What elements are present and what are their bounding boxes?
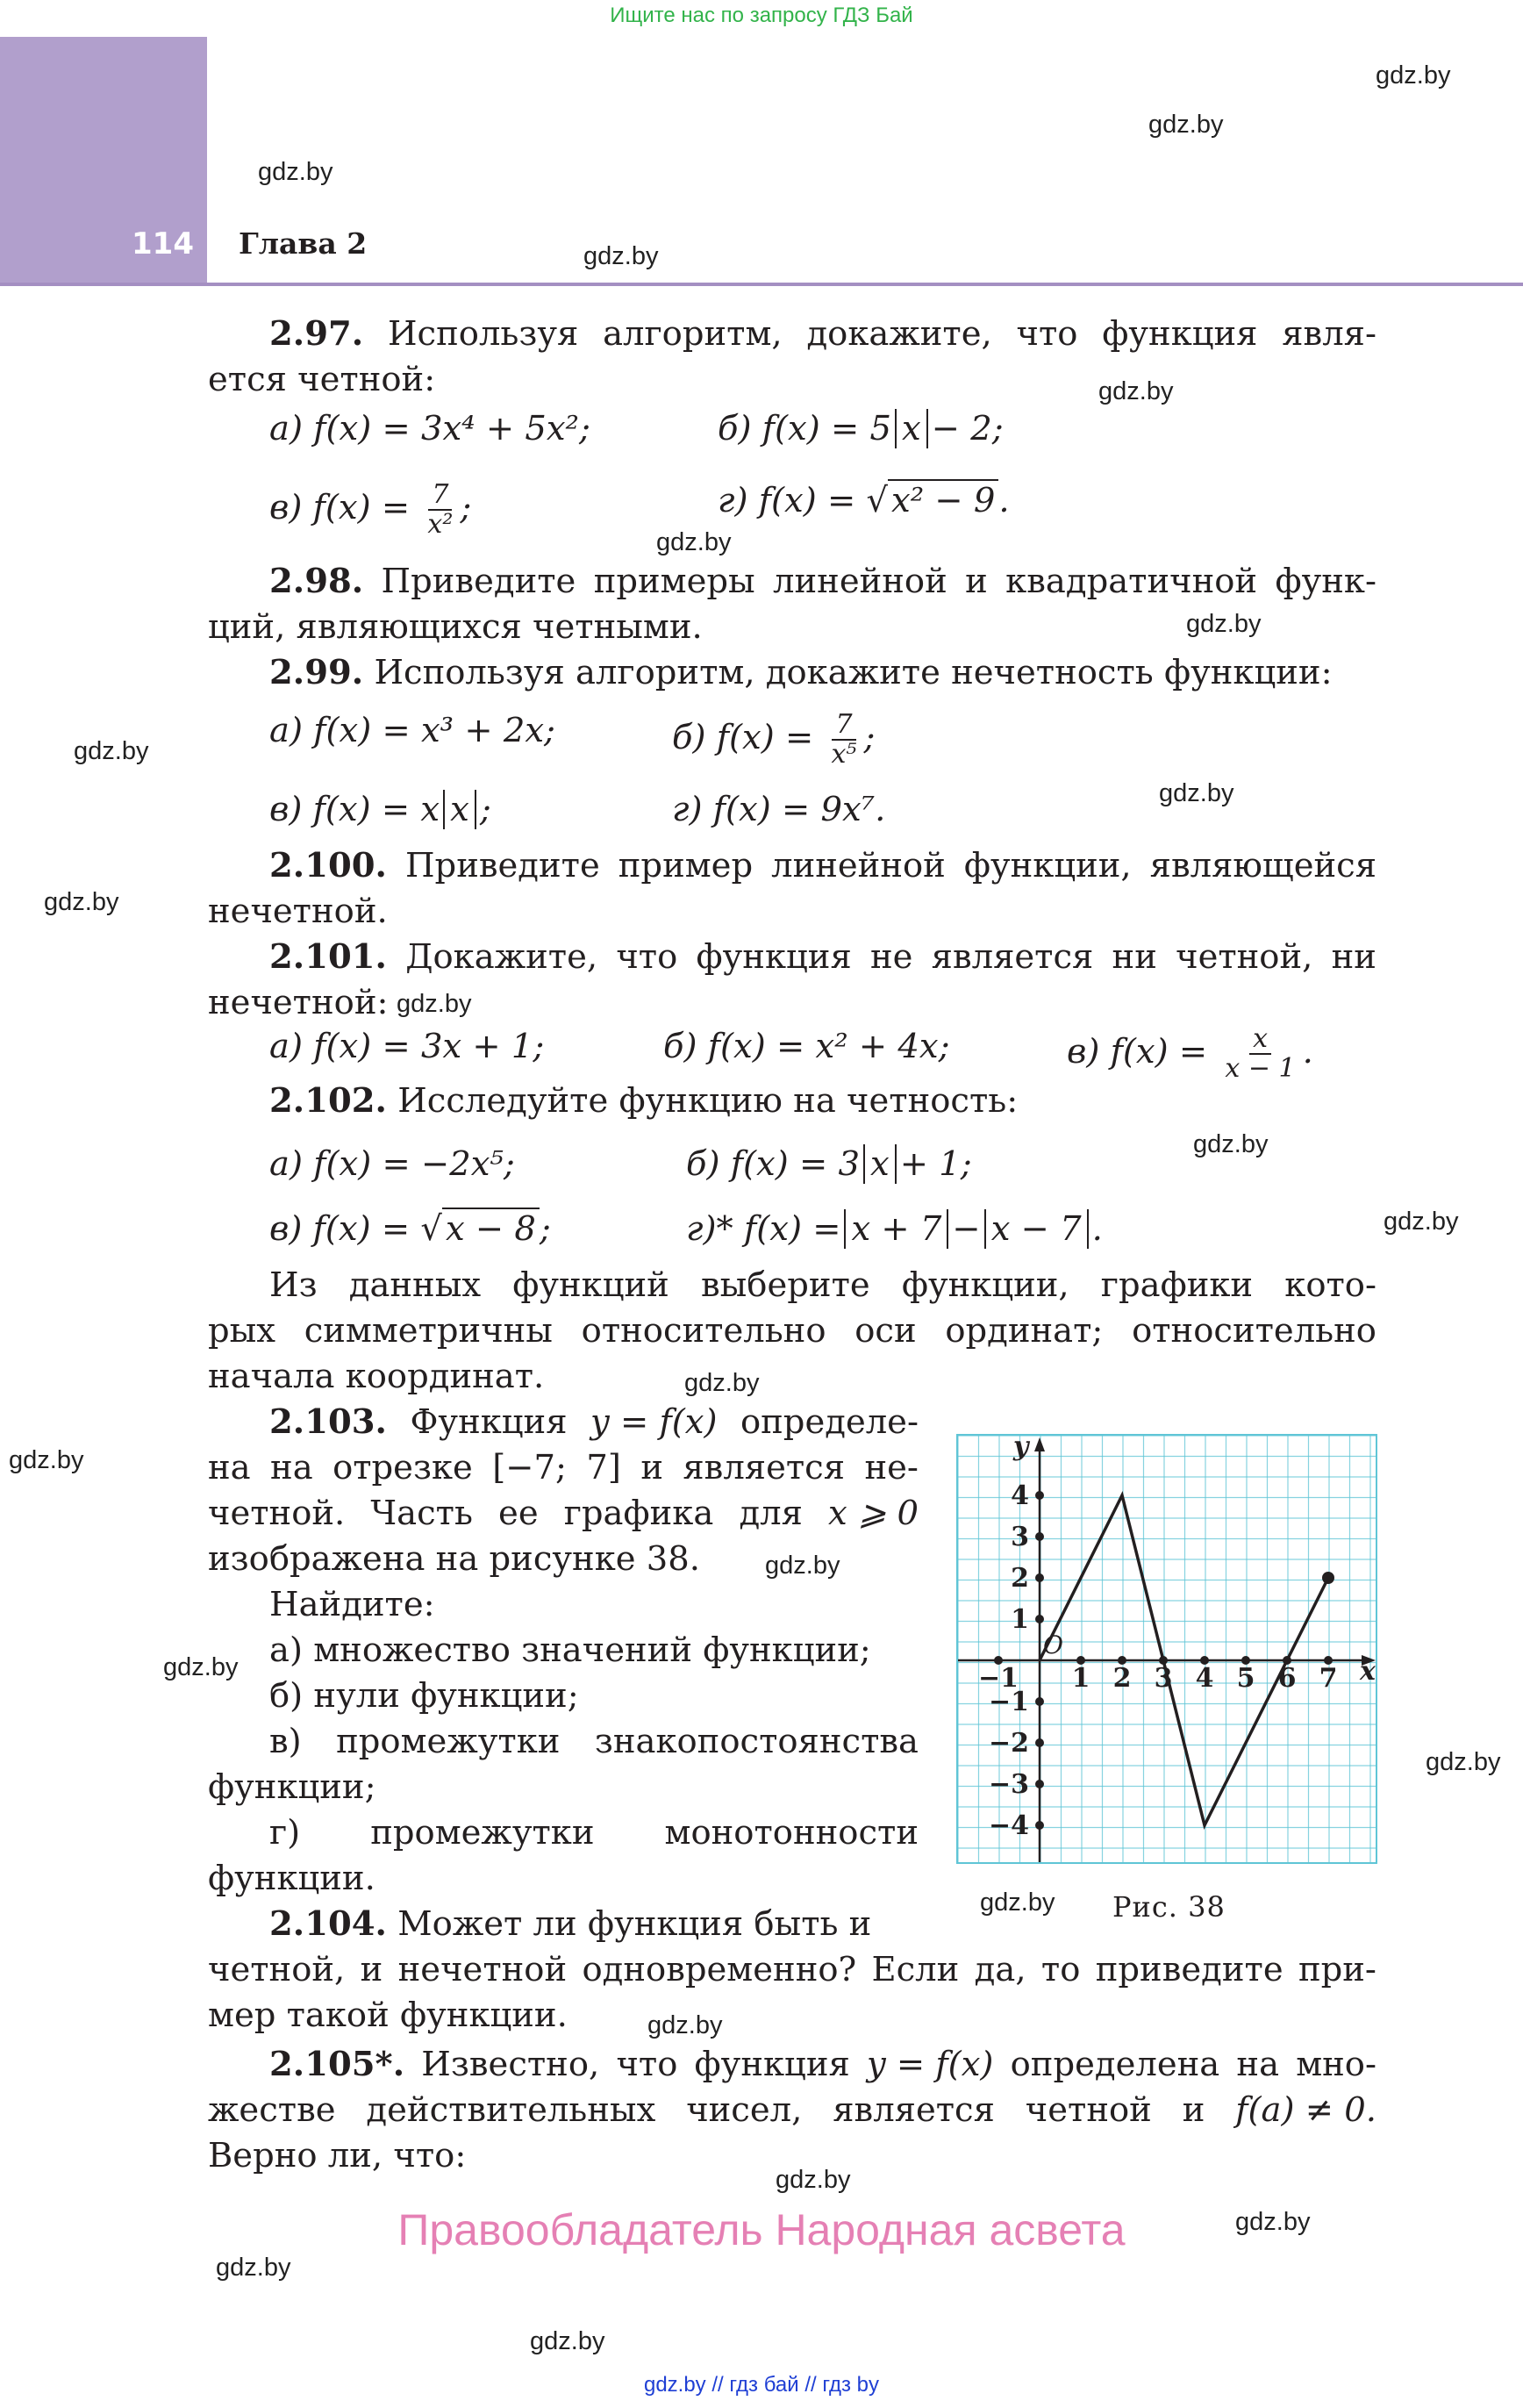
exercise-number: 2.99. <box>269 653 364 692</box>
page-number: 114 <box>132 226 194 262</box>
absolute-value: x <box>443 790 476 829</box>
word: и <box>640 1448 663 1487</box>
exercise-number: 2.100. <box>269 846 387 885</box>
absolute-value: x − 7 <box>984 1209 1089 1249</box>
word: выберите <box>700 1265 870 1305</box>
word: симметричны <box>304 1311 553 1351</box>
copyright-notice: Правообладатель Народная асвета <box>397 2205 1126 2254</box>
exercise-2-97-d: г) f(x) = √ x² − 9 . <box>718 481 1010 520</box>
formula-part: − 2; <box>931 409 1004 448</box>
formula: x ⩾ 0 <box>828 1494 919 1533</box>
exercise-text: Исследуйте функцию на четность: <box>397 1081 1019 1121</box>
word: жестве <box>208 2090 336 2130</box>
figure-38-graph <box>956 1434 1377 1864</box>
y-tick-mark <box>1035 1491 1044 1500</box>
exercise-2-103-line3 <box>208 1494 919 1534</box>
word: Приведите <box>381 562 576 601</box>
exercise-2-99-a: а) f(x) = x³ + 2x; <box>269 711 556 750</box>
exercise-2-102-d <box>686 1209 1103 1250</box>
exercise-2-97-c <box>269 481 471 539</box>
y-tick-mark <box>1035 1573 1044 1582</box>
word: Из <box>269 1265 318 1305</box>
formula: y = f(x) <box>866 2045 994 2084</box>
word: рых <box>208 1311 275 1351</box>
exercise-2-103-a: а) множество значений функции; <box>269 1630 871 1670</box>
watermark: gdz.by <box>258 158 333 186</box>
bottom-note: gdz.by // гдз бай // гдз by <box>643 2373 880 2397</box>
radicand: x − 8 <box>442 1208 540 1249</box>
exercise-2-97-b <box>718 409 1004 449</box>
exercise-number: 2.104. <box>269 1904 387 1944</box>
word: не <box>869 937 913 977</box>
y-tick-mark <box>1035 1615 1044 1623</box>
watermark: gdz.by <box>647 2011 723 2039</box>
y-tick-label: 3 <box>1011 1522 1029 1552</box>
formula-part: + 1; <box>899 1144 972 1184</box>
y-tick-mark <box>1035 1738 1044 1747</box>
y-tick-label: 1 <box>1011 1604 1029 1635</box>
exercise-text: Может ли функция быть и <box>397 1904 872 1944</box>
word: г) <box>269 1813 301 1853</box>
word: для <box>739 1494 803 1533</box>
formula: f(a) ≠ 0. <box>1235 2090 1376 2130</box>
denominator: x − 1 <box>1225 1053 1296 1084</box>
word: Известно, <box>421 2045 600 2084</box>
watermark: gdz.by <box>1376 61 1451 90</box>
watermark: gdz.by <box>1159 779 1234 807</box>
watermark: gdz.by <box>1384 1208 1459 1236</box>
word: явля- <box>1282 314 1376 354</box>
word: Если <box>871 1950 960 1989</box>
exercise-2-105-line3: Верно ли, что: <box>208 2136 467 2175</box>
formula-part: б) f(x) = <box>672 718 814 757</box>
formula-part: ; <box>863 718 876 757</box>
word: определе- <box>740 1402 919 1442</box>
formula-part: в) f(x) = <box>269 488 411 527</box>
word: да, <box>974 1950 1026 1989</box>
y-tick-mark <box>1035 1697 1044 1706</box>
word: графика <box>563 1494 714 1533</box>
watermark: gdz.by <box>1426 1748 1501 1776</box>
watermark: gdz.by <box>1186 610 1262 638</box>
word: пример <box>618 846 754 885</box>
exercise-2-103-c2: функции; <box>208 1767 376 1807</box>
word: при- <box>1298 1950 1376 1989</box>
word: линейной <box>773 562 947 601</box>
absolute-value: x + 7 <box>844 1209 948 1249</box>
x-tick-label: −1 <box>977 1663 1019 1694</box>
word: являющейся <box>1149 846 1376 885</box>
watermark: gdz.by <box>765 1552 840 1580</box>
exercise-number: 2.103. <box>269 1402 387 1442</box>
watermark: gdz.by <box>1098 377 1174 405</box>
word: что <box>1016 314 1078 354</box>
exercise-2-101-a: а) f(x) = 3x + 1; <box>269 1027 545 1066</box>
fraction <box>828 711 861 769</box>
x-tick-label: 5 <box>1236 1663 1255 1694</box>
formula-part: ; <box>460 488 472 527</box>
radicand: x² − 9 <box>888 479 998 520</box>
word: и <box>1182 2090 1205 2130</box>
formula-part: ; <box>539 1209 551 1249</box>
word: на <box>270 1448 313 1487</box>
x-tick-label: 7 <box>1319 1663 1338 1694</box>
word: четной, <box>1176 937 1313 977</box>
word: определена <box>1010 2045 1220 2084</box>
exercise-2-101-b: б) f(x) = x² + 4x; <box>663 1027 950 1066</box>
exercise-number: 2.101. <box>269 937 387 977</box>
exercise-2-104-line1 <box>269 1904 871 1945</box>
x-tick-label: 3 <box>1154 1663 1173 1694</box>
exercise-2-103-line4: изображена на рисунке 38. <box>208 1539 701 1579</box>
watermark: gdz.by <box>9 1446 84 1474</box>
exercise-number: 2.97. <box>269 314 364 354</box>
exercise-2-102-text2 <box>208 1311 1376 1351</box>
exercise-2-102-c: в) f(x) = √ x − 8 ; <box>269 1209 551 1249</box>
word: в) <box>269 1722 302 1761</box>
word: ее <box>498 1494 539 1533</box>
watermark: gdz.by <box>1193 1130 1269 1158</box>
exercise-2-102-a: а) f(x) = −2x⁵; <box>269 1144 515 1184</box>
exercise-2-102-text1 <box>269 1265 1376 1306</box>
word: Докажите, <box>405 937 598 977</box>
exercise-2-105-line1 <box>269 2045 1376 2085</box>
word: оси <box>854 1311 917 1351</box>
formula-part: г)* f(x) = <box>686 1209 841 1249</box>
exercise-2-99-line1 <box>269 653 1333 693</box>
exercise-2-103-line5: Найдите: <box>269 1585 435 1624</box>
word: функ- <box>1275 562 1376 601</box>
word: нечетной <box>397 1950 568 1989</box>
word: докажите, <box>806 314 992 354</box>
denominator: x² <box>427 509 454 540</box>
x-tick-label: 4 <box>1195 1663 1214 1694</box>
y-tick-mark <box>1035 1821 1044 1830</box>
exercise-2-97-a: а) f(x) = 3x⁴ + 5x²; <box>269 409 590 448</box>
watermark: gdz.by <box>216 2254 291 2282</box>
word: является <box>833 2090 995 2130</box>
word: относительно <box>1132 1311 1376 1351</box>
word: что <box>616 937 678 977</box>
word: на <box>208 1448 251 1487</box>
exercise-2-102-line1 <box>269 1081 1018 1122</box>
word: линейной <box>771 846 946 885</box>
word: кото- <box>1284 1265 1376 1305</box>
exercise-2-97-line1 <box>269 314 1376 355</box>
exercise-2-101-line1 <box>269 937 1376 978</box>
watermark: gdz.by <box>530 2327 605 2355</box>
word: действительных <box>366 2090 656 2130</box>
exercise-2-103-b: б) нули функции; <box>269 1676 579 1716</box>
y-tick-label: −2 <box>988 1728 1029 1759</box>
word: примеры <box>593 562 755 601</box>
watermark: gdz.by <box>776 2166 851 2194</box>
word: данных <box>348 1265 482 1305</box>
y-tick-label: −4 <box>988 1810 1029 1841</box>
origin-label: O <box>1043 1630 1063 1659</box>
figure-caption: Рис. 38 <box>1112 1890 1226 1924</box>
exercise-2-103-c1 <box>269 1722 919 1762</box>
exercise-2-102-b <box>686 1144 972 1185</box>
y-tick-label: −1 <box>988 1687 1029 1717</box>
word: функция <box>694 2045 850 2084</box>
formula-part: . <box>998 481 1010 520</box>
denominator: x⁵ <box>831 739 857 770</box>
word: четной, <box>208 1950 346 1989</box>
exercise-number: 2.102. <box>269 1081 387 1121</box>
exercise-2-101-c <box>1067 1025 1313 1083</box>
word: функции, <box>901 1265 1069 1305</box>
y-tick-label: −3 <box>988 1769 1029 1800</box>
exercise-2-99-b <box>672 711 875 769</box>
exercise-2-104-line2 <box>208 1950 1376 1990</box>
word: отрезке <box>332 1448 473 1487</box>
numerator: 7 <box>832 711 855 741</box>
word: четной <box>1025 2090 1152 2130</box>
word: алгоритм, <box>603 314 783 354</box>
x-tick-label: 6 <box>1277 1663 1297 1694</box>
numerator: 7 <box>428 481 452 511</box>
watermark: gdz.by <box>583 242 659 270</box>
watermark: gdz.by <box>656 528 732 556</box>
formula-part: . <box>1302 1032 1313 1071</box>
absolute-value: x <box>863 1144 897 1184</box>
graph-endpoint <box>1322 1572 1334 1584</box>
x-tick-label: 1 <box>1071 1663 1090 1694</box>
formula-part: ; <box>479 790 491 829</box>
word: 7] <box>586 1448 621 1487</box>
y-tick-label: 4 <box>1011 1480 1029 1511</box>
exercise-2-100-line1 <box>269 846 1376 886</box>
word: что <box>616 2045 678 2084</box>
word: чисел, <box>686 2090 803 2130</box>
word: функция <box>1102 314 1258 354</box>
word: функции, <box>963 846 1132 885</box>
watermark: gdz.by <box>397 990 472 1018</box>
word: то <box>1040 1950 1081 1989</box>
top-note: Ищите нас по запросу ГДЗ Бай <box>610 4 913 27</box>
exercise-2-105-line2 <box>208 2090 1376 2131</box>
word: ординат; <box>945 1311 1104 1351</box>
word: четной. <box>208 1494 346 1533</box>
y-tick-label: 2 <box>1011 1563 1029 1594</box>
absolute-value: x <box>895 409 928 448</box>
exercise-2-99-d: г) f(x) = 9x⁷. <box>672 790 886 829</box>
exercise-2-103-d2: функции. <box>208 1859 375 1898</box>
exercise-2-97-line2: ется четной: <box>208 360 436 399</box>
formula-part: в) f(x) = <box>269 1209 411 1249</box>
word: относительно <box>581 1311 826 1351</box>
watermark: gdz.by <box>74 737 149 765</box>
formula-part: б) f(x) = 5 <box>718 409 891 448</box>
word: [−7; <box>492 1448 567 1487</box>
watermark: gdz.by <box>1148 111 1224 139</box>
word: и <box>360 1950 383 1989</box>
word: приведите <box>1095 1950 1283 1989</box>
header-rule <box>0 283 1523 286</box>
word: является <box>683 1448 846 1487</box>
exercise-2-103-line1 <box>269 1402 919 1443</box>
exercise-2-100-line2: нечетной. <box>208 892 388 931</box>
chapter-title: Глава 2 <box>239 226 368 261</box>
word: Используя <box>387 314 579 354</box>
fraction <box>1221 1025 1298 1083</box>
fraction <box>424 481 456 539</box>
word: Функция <box>410 1402 568 1442</box>
x-tick-label: 2 <box>1112 1663 1132 1694</box>
word: функций <box>512 1265 669 1305</box>
formula: y = f(x) <box>590 1402 718 1442</box>
formula-part: − <box>952 1209 981 1249</box>
word: квадратичной <box>1005 562 1258 601</box>
word: мно- <box>1296 2045 1376 2084</box>
exercise-2-102-text3: начала координат. <box>208 1357 545 1396</box>
formula-part: . <box>1091 1209 1103 1249</box>
watermark: gdz.by <box>44 888 119 916</box>
word: монотонности <box>664 1813 919 1853</box>
exercise-number: 2.98. <box>269 562 364 601</box>
exercise-2-98-line2: ций, являющихся четными. <box>208 607 703 647</box>
exercise-2-99-c <box>269 790 491 830</box>
word: промежутки <box>370 1813 595 1853</box>
exercise-2-98-line1 <box>269 562 1376 602</box>
y-tick-mark <box>1035 1780 1044 1788</box>
word: функция <box>696 937 852 977</box>
watermark: gdz.by <box>163 1653 239 1681</box>
word: ни <box>1112 937 1157 977</box>
exercise-2-103-line2 <box>208 1448 919 1488</box>
word: Приведите <box>404 846 600 885</box>
watermark: gdz.by <box>1235 2208 1311 2236</box>
word: на <box>1236 2045 1280 2084</box>
exercise-number: 2.105*. <box>269 2045 405 2084</box>
formula-part: в) f(x) = <box>1067 1032 1208 1071</box>
exercise-2-103-d1 <box>269 1813 919 1853</box>
formula-part: б) f(x) = 3 <box>686 1144 860 1184</box>
exercise-2-101-line2: нечетной: <box>208 983 389 1022</box>
y-axis-label: y <box>1013 1434 1029 1462</box>
word: ни <box>1331 937 1376 977</box>
formula-part: в) f(x) = x <box>269 790 440 829</box>
watermark: gdz.by <box>684 1369 760 1397</box>
word: знакопостоянства <box>594 1722 919 1761</box>
numerator: x <box>1249 1025 1271 1055</box>
word: является <box>931 937 1094 977</box>
word: Часть <box>370 1494 473 1533</box>
watermark: gdz.by <box>980 1888 1055 1917</box>
word: и <box>965 562 988 601</box>
word: одновременно? <box>582 1950 857 1989</box>
word: не- <box>864 1448 919 1487</box>
word: промежутки <box>336 1722 561 1761</box>
x-axis-label: x <box>1360 1656 1376 1687</box>
formula-part: г) f(x) = <box>718 481 856 520</box>
exercise-text: Используя алгоритм, докажите нечетность функции: <box>374 653 1333 692</box>
y-tick-mark <box>1035 1532 1044 1541</box>
word: графики <box>1100 1265 1254 1305</box>
y-axis-arrow <box>1034 1437 1045 1451</box>
exercise-2-104-line3: мер такой функции. <box>208 1996 568 2035</box>
